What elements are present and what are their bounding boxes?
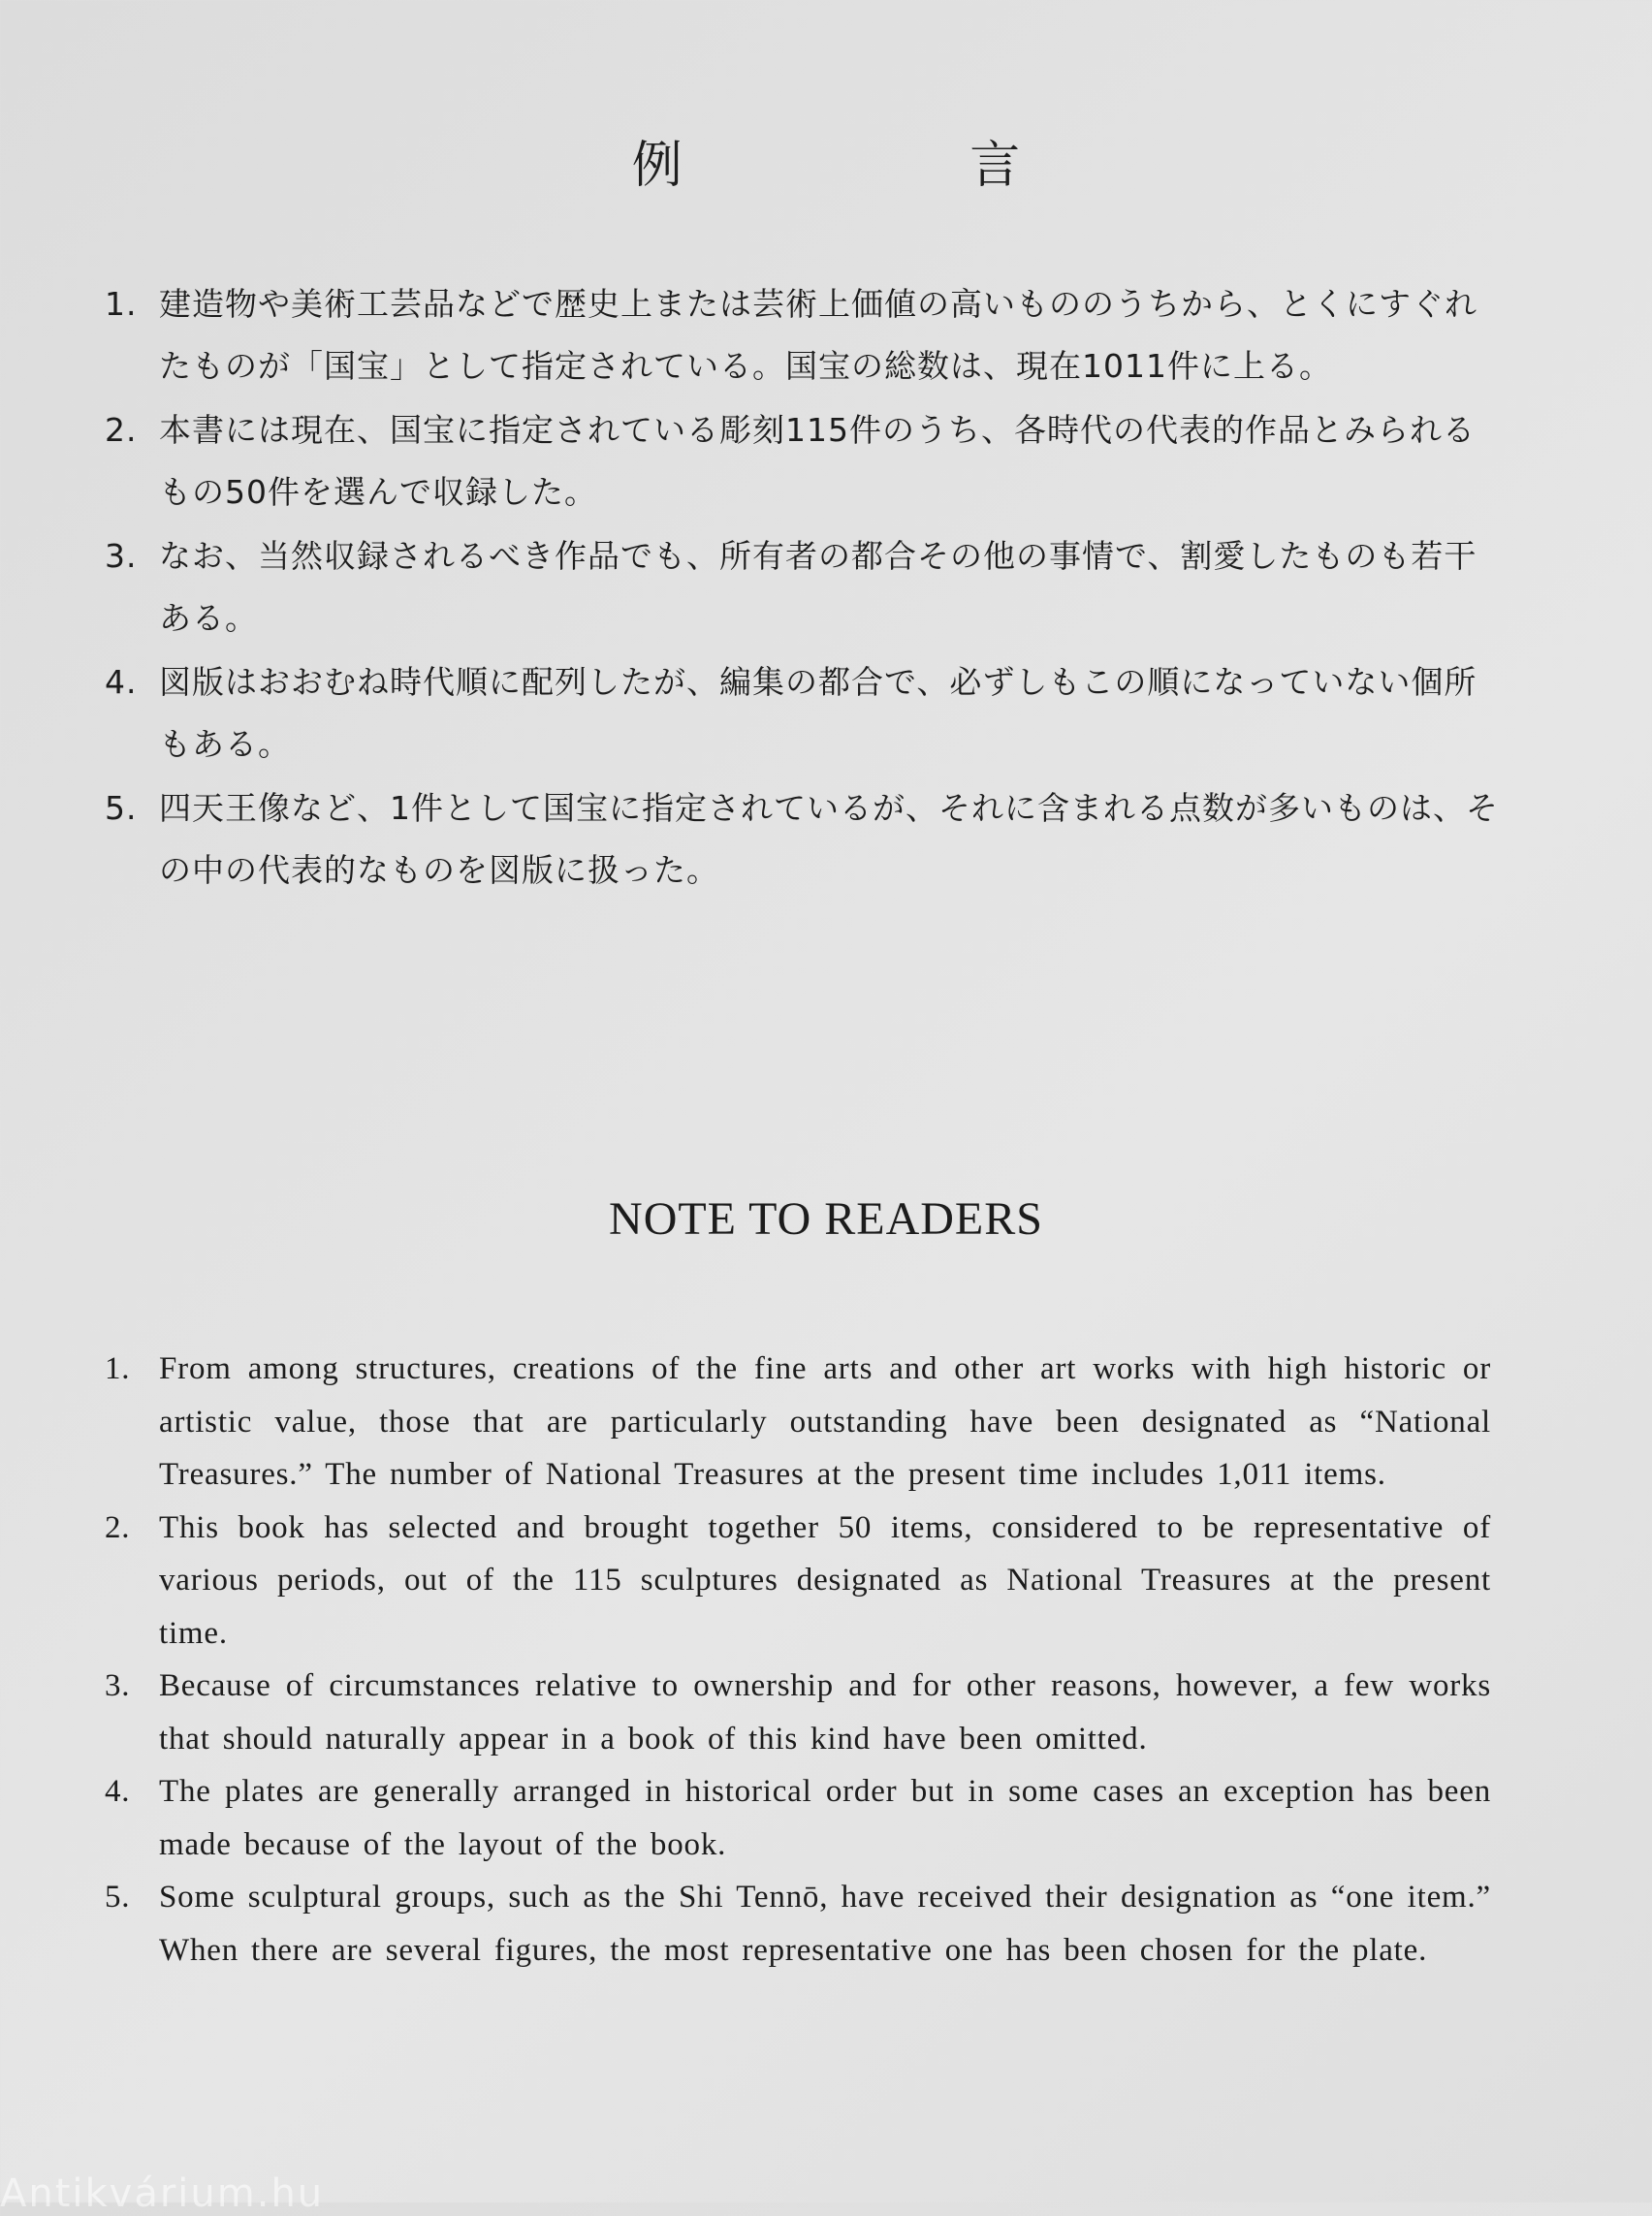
japanese-notes-list: [105, 273, 1501, 903]
japanese-note-number: 5.: [105, 789, 138, 827]
japanese-note-item: [105, 525, 1501, 649]
japanese-note-item: [105, 651, 1501, 776]
japanese-title: 例 言: [631, 137, 1157, 195]
english-note-text: The plates are generally arranged in historical order but in some cases an exception has been made because of the layout of the book.: [159, 1774, 1491, 1862]
english-note-text: This book has selected and brought together 50 items, considered to be representative of various periods, out of the 115 sculptures designated as National Treasures at the present time.: [159, 1509, 1491, 1651]
japanese-note-text: 建造物や美術工芸品などで歴史上または芸術上価値の高いもののうちから、とくにすぐれたものが「国宝」として指定されている。国宝の総数は、現在1011件に上る。: [159, 285, 1477, 385]
japanese-note-number: 1.: [105, 285, 138, 323]
japanese-note-text: なお、当然収録されるべき作品でも、所有者の都合その他の事情で、割愛したものも若干ある。: [159, 537, 1477, 637]
english-notes-list: [105, 1343, 1491, 1977]
japanese-note-text: 四天王像など、1件として国宝に指定されているが、それに含まれる点数が多いものは、その中の代表的なものを図版に扱った。: [159, 789, 1499, 889]
english-note-number: 2.: [105, 1509, 131, 1545]
english-note-item: [105, 1502, 1491, 1661]
english-note-number: 3.: [105, 1668, 131, 1703]
english-title: NOTE TO READERS: [609, 1193, 1043, 1245]
japanese-note-item: [105, 399, 1501, 523]
japanese-note-text: 図版はおおむね時代順に配列したが、編集の都合で、必ずしもこの順になっていない個所もある。: [159, 663, 1477, 763]
english-note-item: [105, 1343, 1491, 1502]
english-note-item: [105, 1871, 1491, 1977]
japanese-note-number: 4.: [105, 663, 138, 701]
english-note-number: 1.: [105, 1351, 131, 1386]
japanese-note-number: 3.: [105, 537, 138, 575]
english-note-item: [105, 1765, 1491, 1871]
english-note-number: 4.: [105, 1774, 131, 1809]
english-note-item: [105, 1660, 1491, 1765]
english-note-text: Because of circumstances relative to ownership and for other reasons, however, a few works that should naturally appear in a book of this kind have been omitted.: [159, 1668, 1491, 1757]
japanese-note-text: 本書には現在、国宝に指定されている彫刻115件のうち、各時代の代表的作品とみられるもの50件を選んで収録した。: [159, 411, 1476, 511]
japanese-note-item: [105, 777, 1501, 902]
english-note-text: From among structures, creations of the fine arts and other art works with high historic or artistic value, those that are particularly outstanding have been designated as “National Treasures.” The number of National Treasures at the present time includes 1,011 items.: [159, 1351, 1491, 1492]
japanese-note-number: 2.: [105, 411, 138, 449]
watermark: Antikvárium.hu: [0, 2171, 325, 2216]
english-note-text: Some sculptural groups, such as the Shi Tennō, have received their designation as “one item.” When there are several figures, the most representative one has been chosen for the plate.: [159, 1880, 1491, 1968]
english-note-number: 5.: [105, 1880, 131, 1915]
japanese-note-item: [105, 273, 1501, 397]
